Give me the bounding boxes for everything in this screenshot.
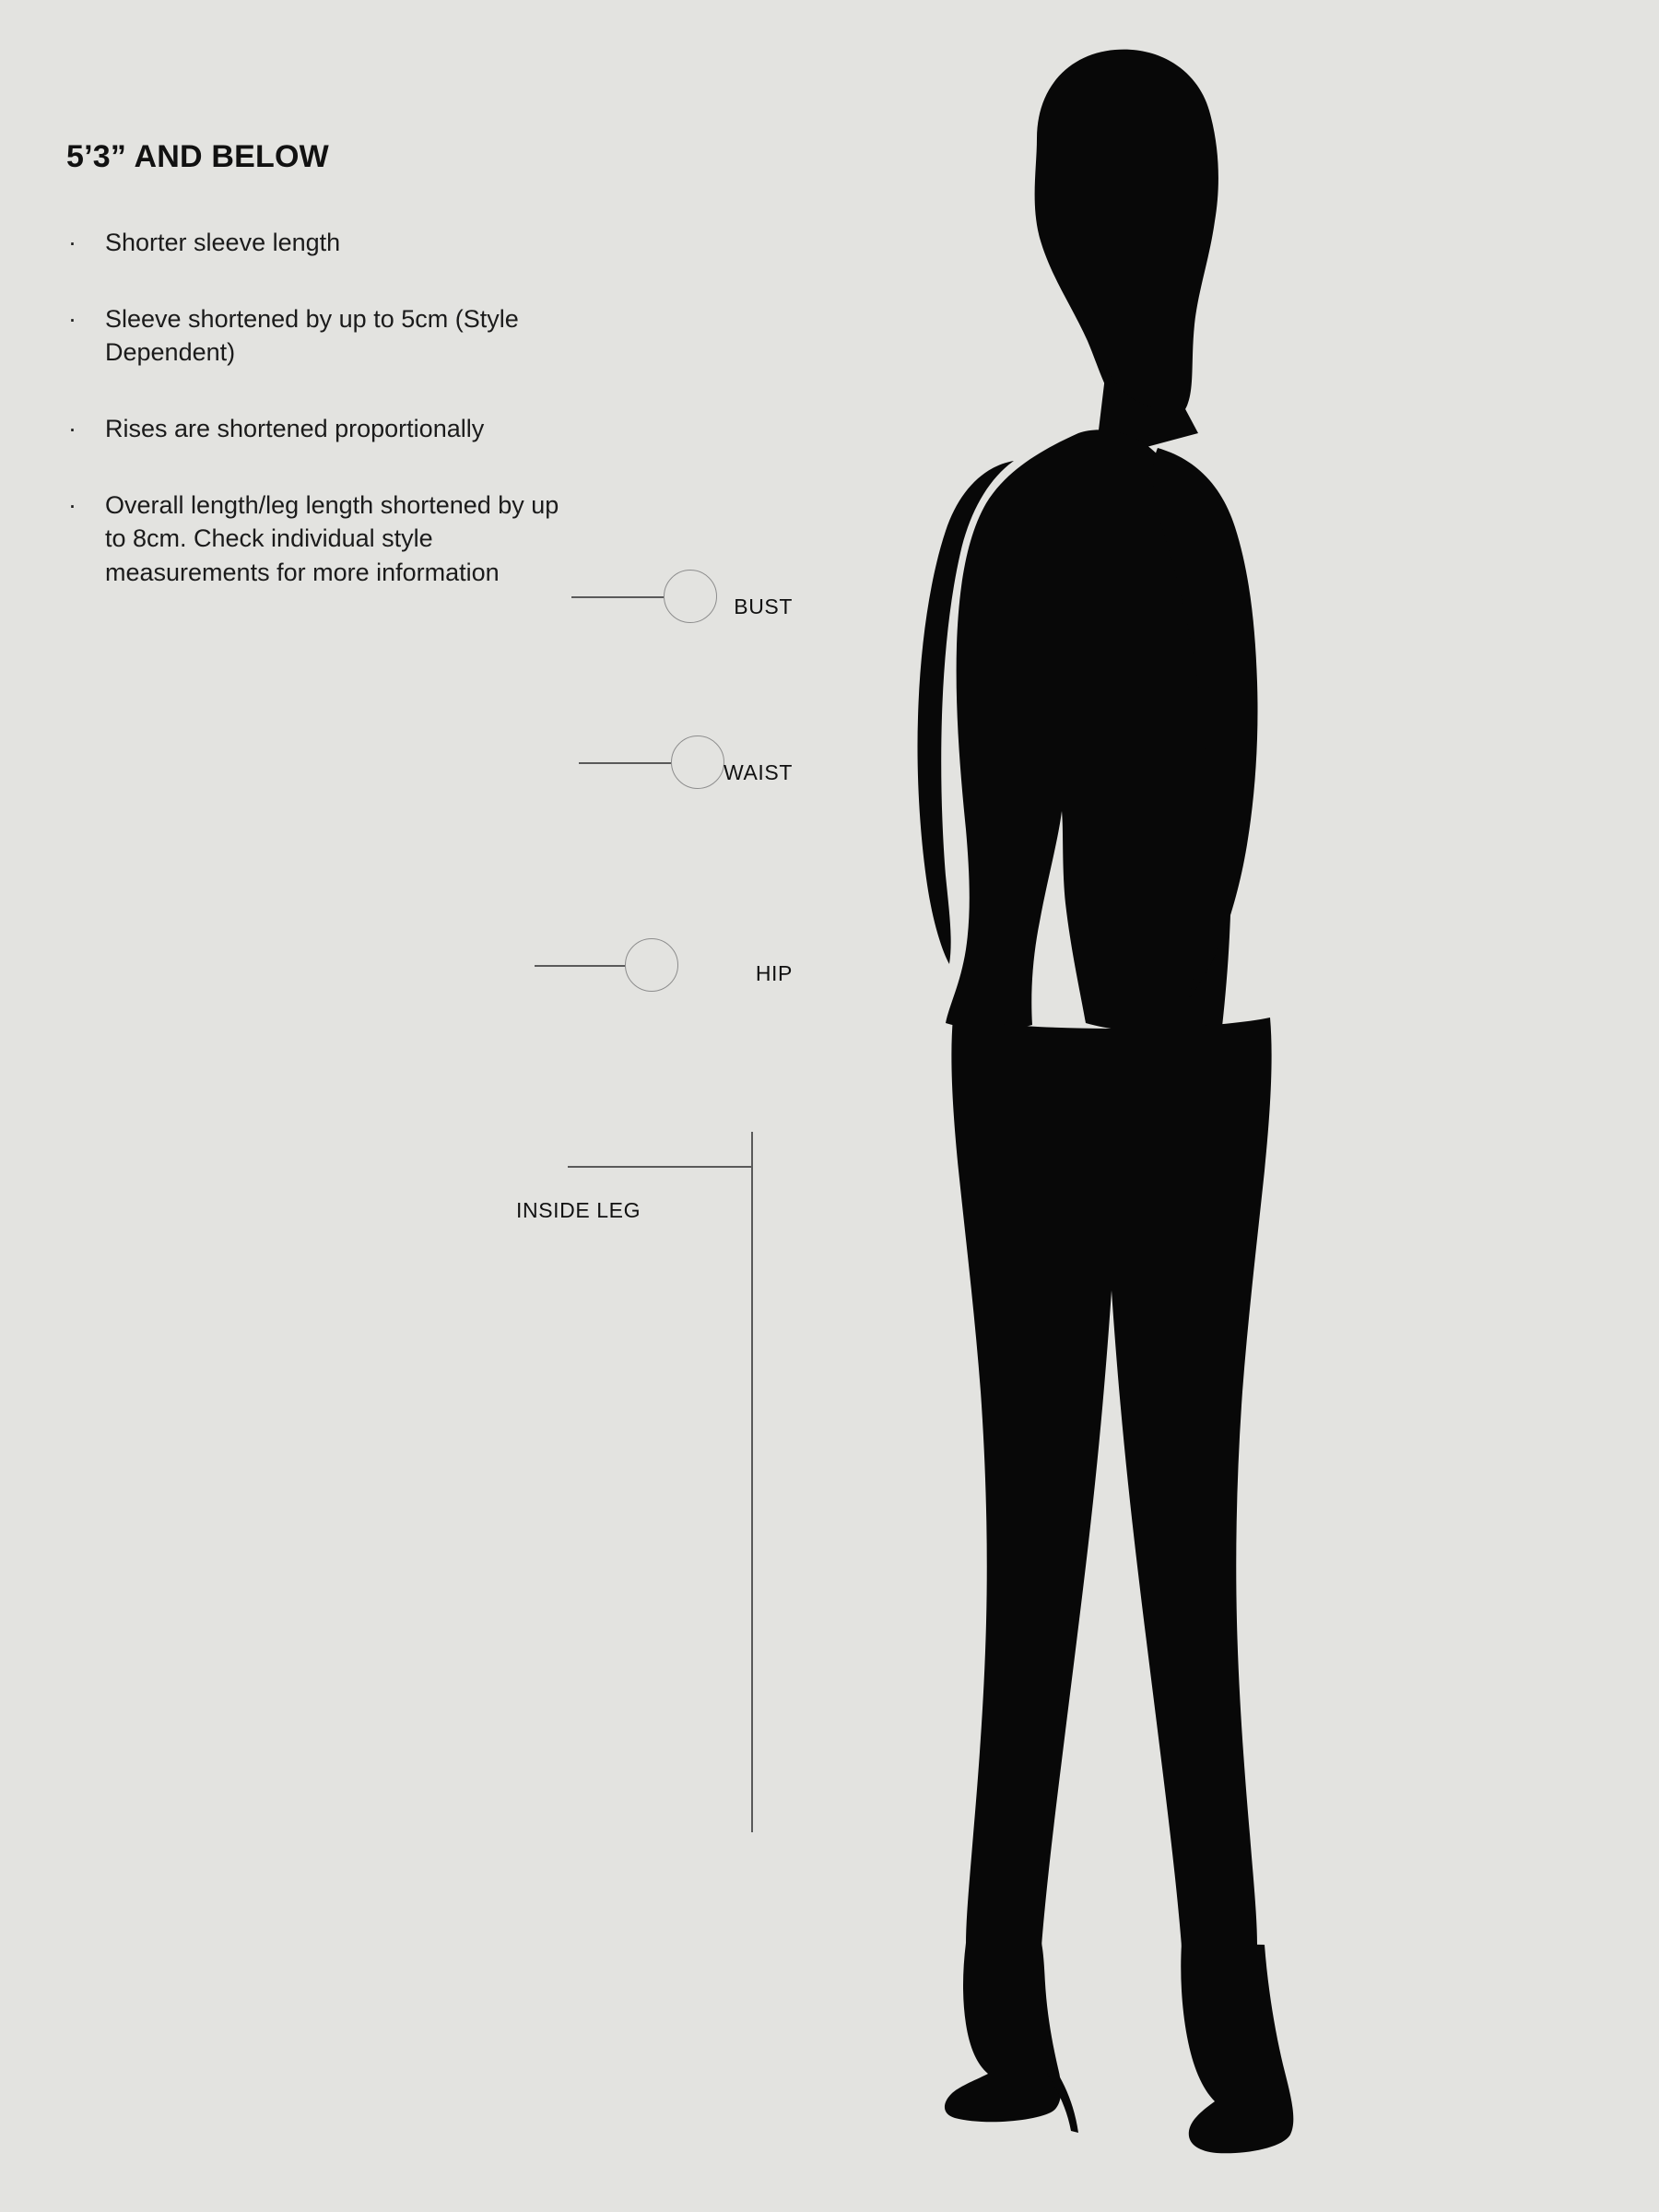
- callout-label-bust: BUST: [734, 594, 793, 618]
- list-item: [66, 488, 582, 590]
- list-item: [66, 412, 582, 446]
- page-title: 5’3” AND BELOW: [66, 139, 329, 174]
- bullet-marker-icon: ·: [68, 490, 76, 519]
- list-item-text: Shorter sleeve length: [105, 228, 341, 256]
- list-item: [66, 226, 582, 260]
- info-panel: [66, 138, 582, 590]
- bullet-marker-icon: ·: [68, 414, 76, 442]
- inside-leg-leader-line: [568, 1166, 752, 1168]
- callout-label-hip: HIP: [755, 961, 793, 985]
- callout-label-waist: WAIST: [724, 760, 793, 784]
- list-item-text: Rises are shortened proportionally: [105, 414, 485, 442]
- bullet-marker-icon: ·: [68, 304, 76, 333]
- silhouette-illustration: [645, 0, 1659, 2212]
- list-item-text: Overall length/leg length shortened by up to 8cm. Check individual style measurements for more information: [105, 490, 559, 587]
- fit-notes-list: [66, 226, 582, 590]
- list-item: [66, 302, 582, 370]
- model-figure: [645, 0, 1659, 2212]
- list-item-text: Sleeve shortened by up to 5cm (Style Dependent): [105, 304, 519, 367]
- bullet-marker-icon: ·: [68, 228, 76, 256]
- inside-leg-vertical-line: [751, 1132, 753, 1832]
- callout-label-inside-leg: INSIDE LEG: [516, 1198, 641, 1222]
